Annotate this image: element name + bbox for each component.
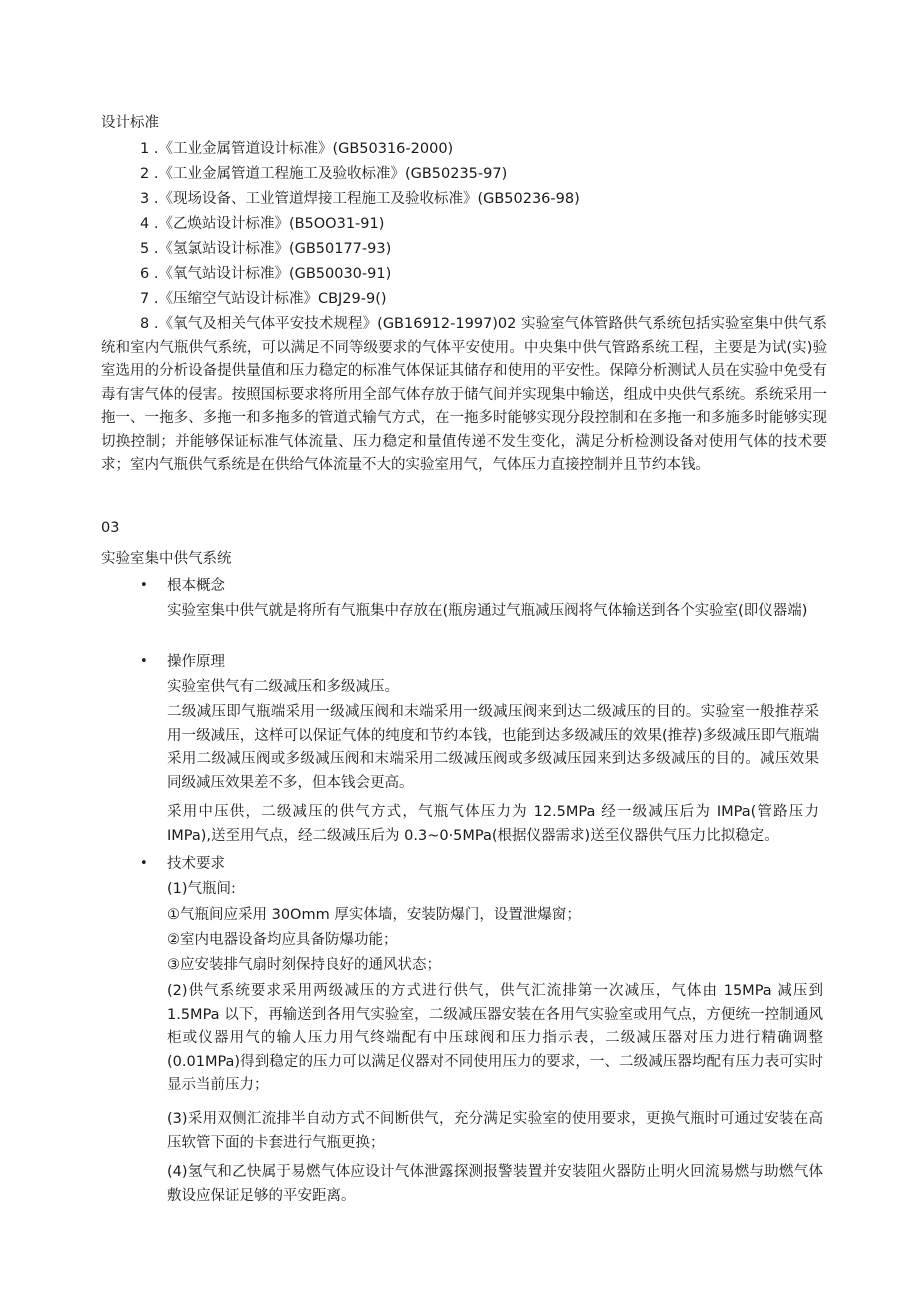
standard-item-1: 1 .《工业金属管道设计标准》(GB50316-2000) <box>140 141 454 157</box>
bullet-icon: • <box>140 654 148 669</box>
standard-item-4: 4 .《乙焕站设计标准》(B5OO31-91) <box>140 216 385 232</box>
standard-item-3: 3 .《现场设备、工业管道焊接工程施工及验收标准》(GB50236-98) <box>140 191 580 207</box>
standard-item-7: 7 .《压缩空气站设计标准》CBJ29-9() <box>140 291 387 307</box>
operating-principle-pressure: 采用中压供，二级减压的供气方式，气瓶气体压力为 12.5MPa 经一级减压后为 IMPa(管路压力IMPa),送至用气点，经二级减压后为 0.3~0·5MPa(根据仪器需求)送至仪器供气压力比拟稳定。 <box>167 804 819 844</box>
bullet-operating-principle: 操作原理 <box>167 654 225 670</box>
heading-central-gas-supply: 实验室集中供气系统 <box>101 551 232 567</box>
standard-item-6: 6 .《氧气站设计标准》(GB50030-91) <box>140 266 392 282</box>
operating-principle-text: 二级减压即气瓶端采用一级减压阀和末端采用一级减压阀来到达二级减压的目的。实验室一般推荐采用一级减压，这样可以保证气体的纯度和节约本钱，也能到达多级减压的效果(推荐)多级减压即气瓶端采用二级减压阀或多级减压阀和末端采用二级减压阀或多级减压园来到达多级减压的目的。减压效果同级减压效果差不多，但本钱会更高。 <box>167 704 819 791</box>
requirement-4-text: (4)氢气和乙快属于易燃气体应设计气体泄露探测报警装置并安装阻火器防止明火回流易燃与助燃气体敷设应保证足够的平安距离。 <box>167 1164 823 1204</box>
standard-item-5: 5 .《氢氯站设计标准》(GB50177-93) <box>140 241 392 257</box>
standard-item-8-paragraph: 8 .《氧气及相关气体平安技术规程》(GB16912-1997)02 实验室气体管路供气系统包括实验室集中供气系统和室内气瓶供气系统，可以满足不同等级要求的气体平安使用。中央集中供气管路系统工程，主要是为试(实)验室选用的分析设备提供量值和压力稳定的标准气体保证其储存和使用的平安性。保障分析测试人员在实验中免受有毒有害气体的侵害。按照国标要求将所用全部气体存放于储气间并实现集中输送，组成中央供气系统。系统采用一拖一、一拖多、多拖一和多拖多的管道式输气方式，在一拖多时能够实现分段控制和在多拖一和多施多时能够实现切换控制；并能够保证标准气体流量、压力稳定和量值传递不发生变化，满足分析检测设备对使用气体的技术要求；室内气瓶供气系统是在供给气体流量不大的实验室用气，气体压力直接控制并且节约本钱。 <box>101 316 827 473</box>
bullet-icon: • <box>140 856 148 871</box>
basic-concept-text: 实验室集中供气就是将所有气瓶集中存放在(瓶房通过气瓶减压阀将气体输送到各个实验室(即仪器端) <box>167 603 808 619</box>
requirement-1-item: ①气瓶间应采用 30Omm 厚实体墙，安装防爆门，设置泄爆窗； <box>167 907 581 923</box>
requirement-1-title: (1)气瓶间: <box>167 881 236 897</box>
bullet-technical-requirements: 技术要求 <box>167 856 225 872</box>
requirement-3-text: (3)采用双侧汇流排半自动方式不间断供气，充分满足实验室的使用要求，更换气瓶时可通过安装在高压软管下面的卡套进行气瓶更换； <box>167 1111 823 1151</box>
bullet-icon: • <box>140 578 148 593</box>
standard-item-2: 2 .《工业金属管道工程施工及验收标准》(GB50235-97) <box>140 166 508 182</box>
requirement-1-item: ②室内电器设备均应具备防爆功能； <box>167 932 398 948</box>
heading-design-standards: 设计标准 <box>101 115 159 131</box>
requirement-2-text: (2)供气系统要求采用两级减压的方式进行供气，供气汇流排第一次减压，气体由 15MPa 减压到 1.5MPa 以下，再输送到各用气实验室，二级减压器安装在各用气实验室或用气点，方便统一控制通风柜或仪器用气的输人压力用气终端配有中压球阀和压力指示表，二级减压器对压力进行精确调整(0.01MPa)得到稳定的压力可以满足仪器对不同使用压力的要求，一、二级减压器均配有压力表可实时显示当前压力； <box>167 983 823 1093</box>
section-number: 03 <box>101 520 120 536</box>
operating-principle-intro: 实验室供气有二级减压和多级减压。 <box>167 679 399 695</box>
requirement-1-item: ③应安装排气扇时刻保持良好的通风状态； <box>167 957 441 973</box>
bullet-basic-concept: 根本概念 <box>167 578 225 594</box>
